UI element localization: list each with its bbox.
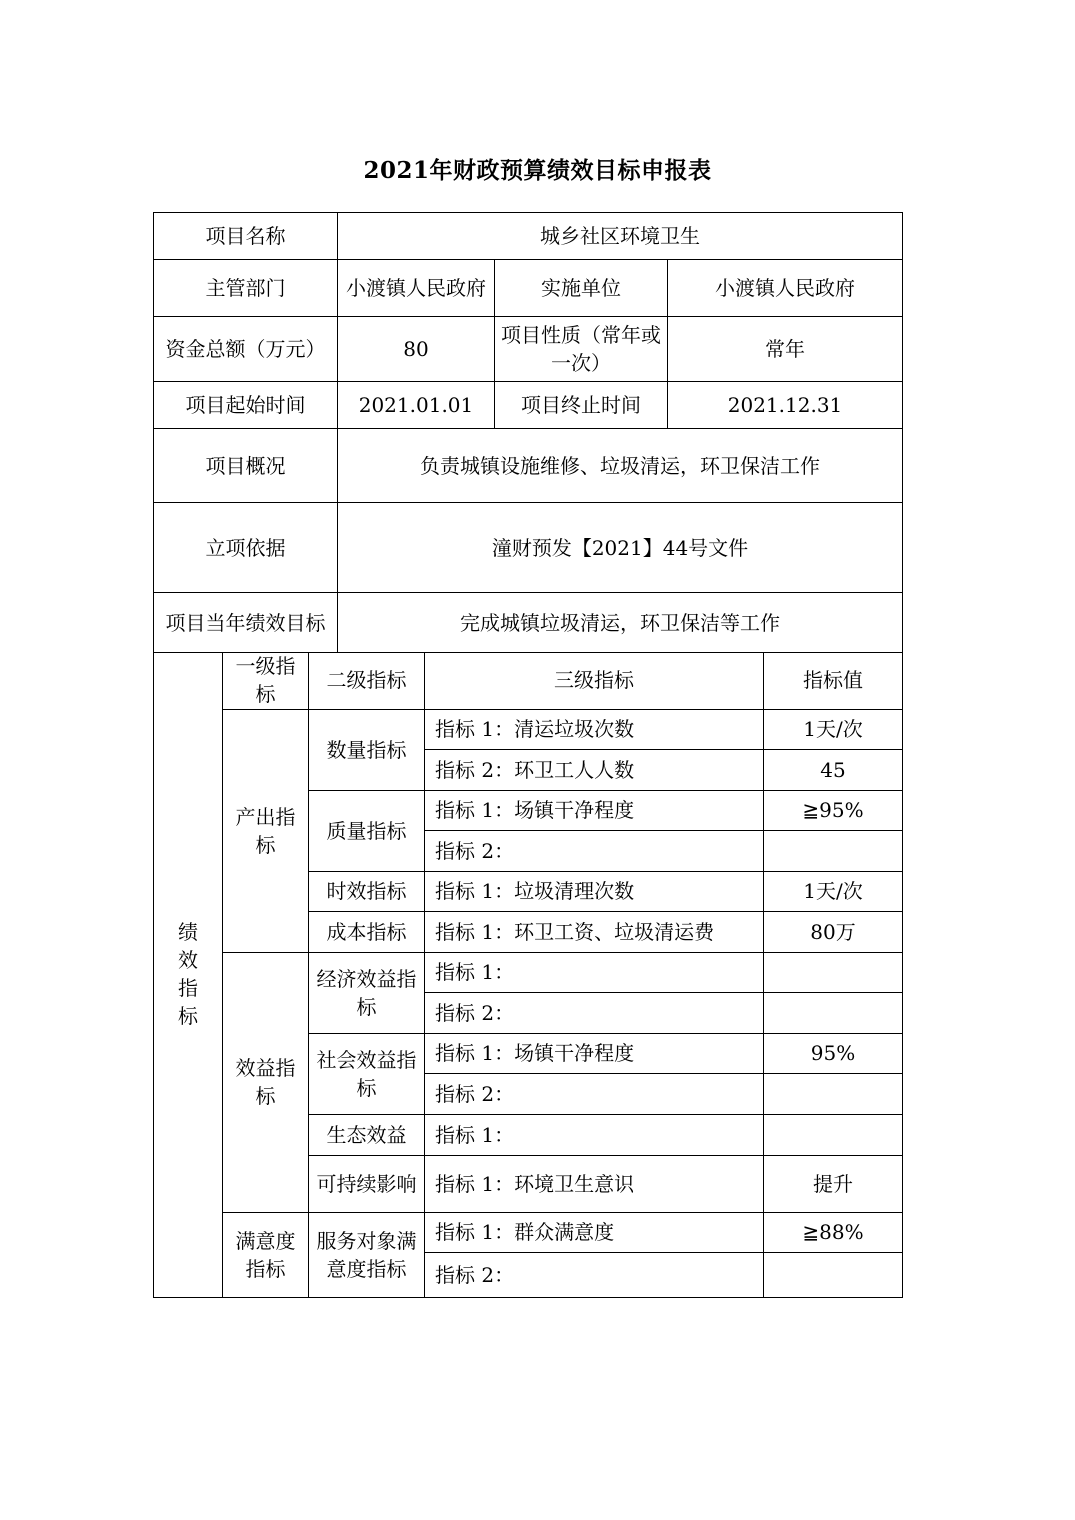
level3-cell: 指标 1：场镇干净程度 (425, 1033, 764, 1073)
header-level1: 一级指标 (223, 652, 309, 709)
project-name-label: 项目名称 (154, 213, 338, 260)
level3-cell: 指标 1：垃圾清理次数 (425, 871, 764, 911)
overview-label: 项目概况 (154, 429, 338, 503)
unit-label: 实施单位 (495, 260, 668, 317)
level3-cell: 指标 2： (425, 992, 764, 1033)
project-info-table (153, 212, 903, 653)
dept-label: 主管部门 (154, 260, 338, 317)
level2-cell: 服务对象满意度指标 (309, 1212, 425, 1297)
start-value: 2021.01.01 (338, 382, 495, 429)
level3-cell: 指标 2： (425, 1073, 764, 1114)
end-label: 项目终止时间 (495, 382, 668, 429)
indicator-value-cell: ≧88% (764, 1212, 903, 1252)
funds-label: 资金总额（万元） (154, 317, 338, 382)
level2-cell: 质量指标 (309, 790, 425, 871)
indicator-value-cell: 提升 (764, 1155, 903, 1212)
basis-label: 立项依据 (154, 503, 338, 593)
indicator-value-cell (764, 992, 903, 1033)
indicator-value-cell: 45 (764, 749, 903, 790)
goal-value: 完成城镇垃圾清运，环卫保洁等工作 (338, 593, 903, 653)
header-level3: 三级指标 (425, 652, 764, 709)
dept-value: 小渡镇人民政府 (338, 260, 495, 317)
header-value: 指标值 (764, 652, 903, 709)
indicator-value-cell: 1天/次 (764, 871, 903, 911)
page-title: 2021年财政预算绩效目标申报表 (363, 157, 712, 184)
level2-cell: 生态效益 (309, 1114, 425, 1155)
indicator-value-cell: 95% (764, 1033, 903, 1073)
level3-cell: 指标 2： (425, 830, 764, 871)
level1-cell: 满意度指标 (223, 1212, 309, 1297)
level3-cell: 指标 1： (425, 1114, 764, 1155)
level2-cell: 经济效益指标 (309, 952, 425, 1033)
level1-cell: 效益指标 (223, 952, 309, 1212)
indicator-value-cell (764, 1252, 903, 1297)
header-level2: 二级指标 (309, 652, 425, 709)
nature-value: 常年 (668, 317, 903, 382)
level2-cell: 数量指标 (309, 709, 425, 790)
indicator-value-cell (764, 1073, 903, 1114)
level2-cell: 社会效益指标 (309, 1033, 425, 1114)
table-row (154, 1212, 903, 1252)
indicator-value-cell (764, 830, 903, 871)
project-name-value: 城乡社区环境卫生 (338, 213, 903, 260)
table-row (154, 709, 903, 749)
indicator-value-cell (764, 1114, 903, 1155)
indicator-value-cell: 1天/次 (764, 709, 903, 749)
level2-cell: 时效指标 (309, 871, 425, 911)
level3-cell: 指标 1：场镇干净程度 (425, 790, 764, 830)
basis-value: 潼财预发【2021】44号文件 (338, 503, 903, 593)
funds-value: 80 (338, 317, 495, 382)
level3-cell: 指标 1：清运垃圾次数 (425, 709, 764, 749)
level2-cell: 成本指标 (309, 911, 425, 952)
indicator-table (153, 652, 903, 1298)
level3-cell: 指标 1： (425, 952, 764, 992)
nature-label: 项目性质（常年或一次） (495, 317, 668, 382)
indicator-value-cell: ≧95% (764, 790, 903, 830)
table-row (154, 952, 903, 992)
indicator-value-cell: 80万 (764, 911, 903, 952)
level2-cell: 可持续影响 (309, 1155, 425, 1212)
unit-value: 小渡镇人民政府 (668, 260, 903, 317)
section-label-performance: 绩 效 指 标 (154, 652, 223, 1297)
level3-cell: 指标 2： (425, 1252, 764, 1297)
level3-cell: 指标 2：环卫工人人数 (425, 749, 764, 790)
start-label: 项目起始时间 (154, 382, 338, 429)
end-value: 2021.12.31 (668, 382, 903, 429)
level3-cell: 指标 1：环卫工资、垃圾清运费 (425, 911, 764, 952)
level3-cell: 指标 1：环境卫生意识 (425, 1155, 764, 1212)
goal-label: 项目当年绩效目标 (154, 593, 338, 653)
level1-cell: 产出指标 (223, 709, 309, 952)
overview-value: 负责城镇设施维修、垃圾清运，环卫保洁工作 (338, 429, 903, 503)
indicator-value-cell (764, 952, 903, 992)
level3-cell: 指标 1：群众满意度 (425, 1212, 764, 1252)
